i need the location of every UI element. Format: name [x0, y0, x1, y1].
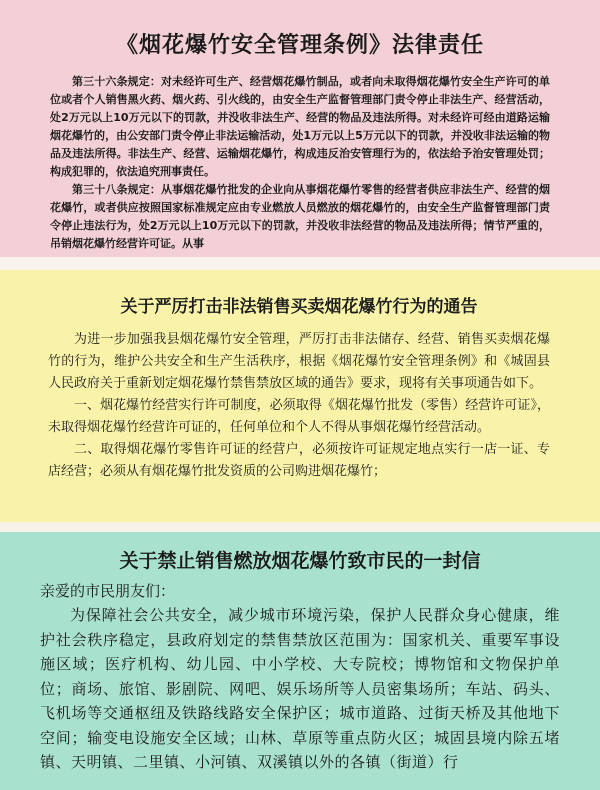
notice-item-1: 一、烟花爆竹经营实行许可制度，必须取得《烟花爆竹批发（零售）经营许可证》，未取得烟花爆竹经营许可证的，任何单位和个人不得从事烟花爆竹经营活动。 — [48, 398, 550, 435]
notice-title: 关于严厉打击非法销售买卖烟花爆竹行为的通告 — [120, 297, 478, 317]
notice-intro-paragraph: 为进一步加强我县烟花爆竹安全管理，严厉打击非法储存、经营、销售买卖烟花爆竹的行为，维护公共安全和生产生活秩序，根据《烟花爆竹安全管理条例》和《城固县人民政府关于重新划定烟花爆竹禁售禁放区域的通告》要求，现将有关事项通告如下。 — [48, 332, 550, 391]
notice-panel — [0, 270, 600, 522]
divider — [0, 257, 600, 270]
divider — [0, 522, 600, 532]
letter-panel — [0, 532, 600, 790]
regulation-panel — [0, 0, 600, 257]
letter-body-paragraph: 为保障社会公共安全，减少城市环境污染，保护人民群众身心健康，维护社会秩序稳定，县政府划定的禁售禁放区范围为：国家机关、重要军事设施区域；医疗机构、幼儿园、中小学校、大专院校；博物馆和文物保护单位；商场、旅馆、影剧院、网吧、娱乐场所等人员密集场所；车站、码头、飞机场等交通枢纽及铁路线路安全保护区；城市道路、过街天桥及其他地下空间；输变电设施安全区域；山林、草原等重点防火区；城固县境内除五堵镇、天明镇、二里镇、小河镇、双溪镇以外的各镇（街道）行 — [40, 606, 560, 771]
notice-item-2: 二、取得烟花爆竹零售许可证的经营户，必须按许可证规定地点实行一店一证、专店经营；必须从有烟花爆竹批发资质的公司购进烟花爆竹； — [48, 442, 550, 479]
article-36-paragraph: 第三十六条规定：对未经许可生产、经营烟花爆竹制品，或者向未取得烟花爆竹安全生产许可的单位或者个人销售黑火药、烟火药、引火线的，由安全生产监督管理部门责令停止非法生产、经营活动，处2万元以上10万元以下的罚款，并没收非法生产、经营的物品及违法所得。对未经许可经由道路运输烟花爆竹的，由公安部门责令停止非法运输活动，处1万元以上5万元以下的罚款，并没收非法运输的物品及违法所得。非法生产、经营、运输烟花爆竹，构成违反治安管理行为的，依法给予治安管理处罚；构成犯罪的，依法追究刑事责任。 — [50, 75, 550, 178]
regulation-title: 《烟花爆竹安全管理条例》法律责任 — [115, 32, 484, 58]
article-38-paragraph: 第三十八条规定：从事烟花爆竹批发的企业向从事烟花爆竹零售的经营者供应非法生产、经营的烟花爆竹，或者供应按照国家标准规定应由专业燃放人员燃放的烟花爆竹的，由安全生产监督管理部门责令停止违法行为，处2万元以上10万元以下的罚款，并没收非法经营的物品及违法所得；情节严重的，吊销烟花爆竹经营许可证。从事 — [50, 183, 550, 250]
letter-greeting: 亲爱的市民朋友们： — [40, 582, 176, 600]
letter-title: 关于禁止销售燃放烟花爆竹致市民的一封信 — [119, 550, 481, 572]
